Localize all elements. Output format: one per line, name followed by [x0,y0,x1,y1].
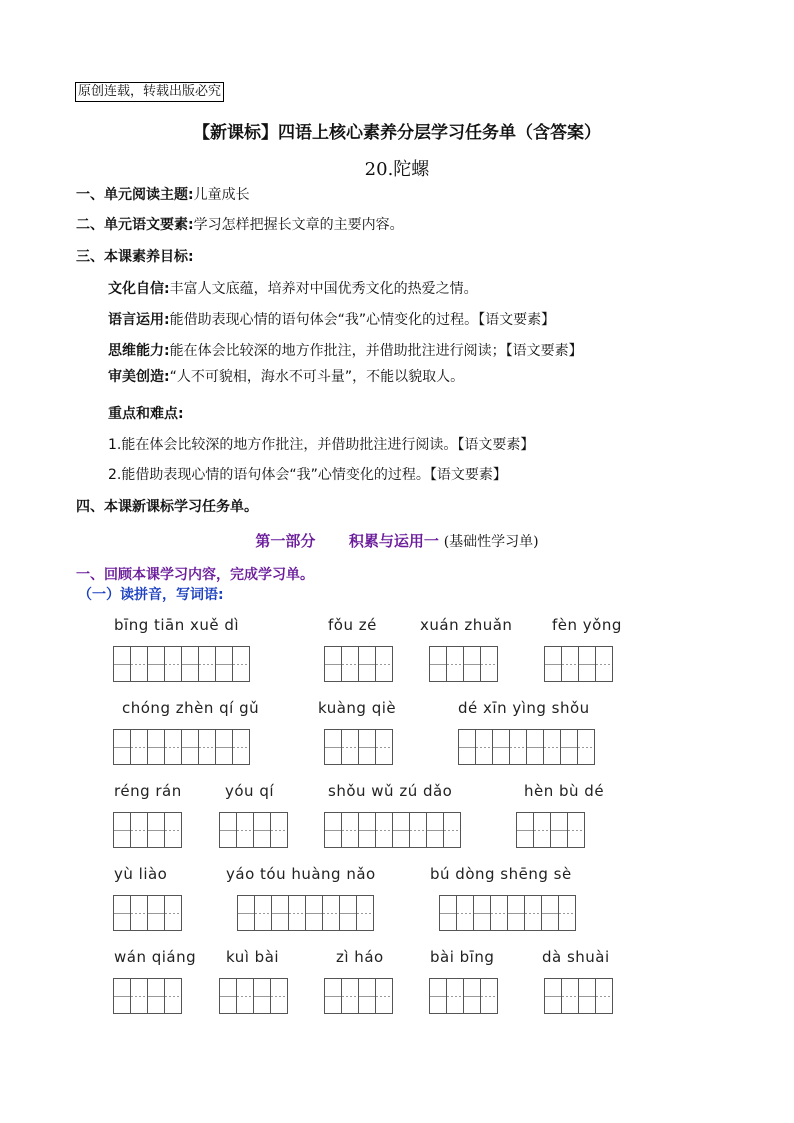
grid-cell[interactable] [429,978,447,1014]
grid-cell[interactable] [375,812,393,848]
grid-cell[interactable] [358,729,376,765]
pinyin-label: zì háo [336,948,384,966]
grid-cell[interactable] [544,978,562,1014]
grid-cell[interactable] [475,729,493,765]
goal-culture-value: 丰富人文底蕴，培养对中国优秀文化的热爱之情。 [169,281,478,297]
writing-grid[interactable] [113,978,182,1014]
exercise-heading: 一、回顾本课学习内容，完成学习单。 [76,567,314,583]
section-part: 第一部分 [255,532,316,550]
grid-cell[interactable] [198,646,216,682]
copyright-notice: 原创连载，转载出版必究 [75,82,224,102]
page-title: 【新课标】四语上核心素养分层学习任务单（含答案） [193,123,601,143]
grid-cell[interactable] [358,978,376,1014]
grid-cell[interactable] [232,646,250,682]
writing-grid[interactable] [113,729,250,765]
writing-grid[interactable] [324,646,393,682]
grid-cell[interactable] [237,895,255,931]
grid-cell[interactable] [550,812,568,848]
grid-cell[interactable] [164,895,182,931]
grid-cell[interactable] [215,646,233,682]
grid-cell[interactable] [577,729,595,765]
grid-cell[interactable] [113,812,131,848]
goal-thinking [108,340,583,360]
grid-cell[interactable] [480,646,498,682]
grid-cell[interactable] [324,729,342,765]
writing-grid[interactable] [429,978,498,1014]
key-point-1: 1.能在体会比较深的地方作批注，并借助批注进行阅读。【语文要素】 [108,437,535,453]
pinyin-label: bú dòng shēng sè [430,865,572,883]
writing-grid[interactable] [544,978,613,1014]
grid-cell[interactable] [305,895,323,931]
writing-grid[interactable] [113,895,182,931]
pinyin-label: kuì bài [226,948,280,966]
goals-heading: 三、本课素养目标: [76,249,194,265]
goal-language-label: 语言运用: [108,312,170,328]
writing-grid[interactable] [458,729,595,765]
grid-cell[interactable] [356,895,374,931]
unit-theme-value: 儿童成长 [193,187,250,203]
grid-cell[interactable] [595,978,613,1014]
writing-grid[interactable] [324,812,461,848]
grid-cell[interactable] [236,812,254,848]
goal-thinking-value: 能在体会比较深的地方作批注，并借助批注进行阅读；【语文要素】 [169,343,583,359]
grid-cell[interactable] [324,646,342,682]
grid-cell[interactable] [341,812,359,848]
grid-cell[interactable] [490,895,508,931]
writing-grid[interactable] [544,646,613,682]
goal-culture [108,278,478,298]
unit-language-value: 学习怎样把握长文章的主要内容。 [193,217,404,233]
grid-cell[interactable] [446,978,464,1014]
writing-grid[interactable] [439,895,576,931]
grid-cell[interactable] [341,729,359,765]
grid-cell[interactable] [578,978,596,1014]
grid-cell[interactable] [181,729,199,765]
grid-cell[interactable] [558,895,576,931]
pinyin-label: wán qiáng [114,948,197,966]
grid-cell[interactable] [164,978,182,1014]
grid-cell[interactable] [358,812,376,848]
section-note: (基础性学习单) [443,534,539,550]
grid-cell[interactable] [375,978,393,1014]
grid-cell[interactable] [164,812,182,848]
goal-aesthetic [108,366,464,386]
grid-cell[interactable] [130,729,148,765]
unit-language-label: 二、单元语文要素: [76,217,194,233]
pinyin-label: yáo tóu huàng nǎo [226,865,376,883]
grid-cell[interactable] [130,646,148,682]
grid-cell[interactable] [567,812,585,848]
writing-grid[interactable] [324,978,393,1014]
unit-theme [76,184,250,204]
lesson-title: 20.陀螺 [364,159,430,180]
grid-cell[interactable] [526,729,544,765]
pinyin-label: xuán zhuǎn [420,616,513,634]
grid-cell[interactable] [456,895,474,931]
grid-cell[interactable] [270,978,288,1014]
grid-cell[interactable] [130,895,148,931]
grid-cell[interactable] [322,895,340,931]
unit-theme-label: 一、单元阅读主题: [76,187,194,203]
goal-language [108,309,555,329]
grid-cell[interactable] [463,646,481,682]
grid-cell[interactable] [426,812,444,848]
pinyin-label: chóng zhèn qí gǔ [122,699,260,717]
grid-cell[interactable] [509,729,527,765]
grid-cell[interactable] [236,978,254,1014]
grid-cell[interactable] [130,978,148,1014]
grid-cell[interactable] [164,729,182,765]
writing-grid[interactable] [324,729,393,765]
grid-cell[interactable] [288,895,306,931]
writing-grid[interactable] [429,646,498,682]
grid-cell[interactable] [130,812,148,848]
goal-language-value: 能借助表现心情的语句体会“我”心情变化的过程。【语文要素】 [169,312,556,328]
grid-cell[interactable] [254,895,272,931]
grid-cell[interactable] [324,978,342,1014]
tasks-heading: 四、本课新课标学习任务单。 [76,499,258,515]
grid-cell[interactable] [181,646,199,682]
goal-aesthetic-label: 审美创造: [108,369,170,385]
grid-cell[interactable] [147,646,165,682]
grid-cell[interactable] [253,978,271,1014]
pinyin-label: hèn bù dé [524,782,605,800]
grid-cell[interactable] [113,646,131,682]
grid-cell[interactable] [113,729,131,765]
grid-cell[interactable] [507,895,525,931]
grid-cell[interactable] [358,646,376,682]
grid-cell[interactable] [113,895,131,931]
grid-cell[interactable] [375,646,393,682]
grid-cell[interactable] [147,729,165,765]
grid-cell[interactable] [541,895,559,931]
pinyin-label: réng rán [114,782,182,800]
pinyin-label: fèn yǒng [552,616,622,634]
grid-cell[interactable] [219,812,237,848]
grid-cell[interactable] [147,978,165,1014]
pinyin-label: dé xīn yìng shǒu [458,699,590,717]
writing-grid[interactable] [113,812,182,848]
grid-cell[interactable] [492,729,510,765]
grid-cell[interactable] [595,646,613,682]
section-title [0,530,794,551]
writing-grid[interactable] [237,895,374,931]
grid-cell[interactable] [253,812,271,848]
grid-cell[interactable] [375,729,393,765]
grid-cell[interactable] [560,729,578,765]
grid-cell[interactable] [524,895,542,931]
goal-thinking-label: 思维能力: [108,343,170,359]
grid-cell[interactable] [164,646,182,682]
unit-language [76,214,404,234]
grid-cell[interactable] [147,812,165,848]
grid-cell[interactable] [341,978,359,1014]
pinyin-label: fǒu zé [328,616,377,634]
grid-cell[interactable] [198,729,216,765]
grid-cell[interactable] [458,729,476,765]
writing-grid[interactable] [516,812,585,848]
grid-cell[interactable] [232,729,250,765]
grid-cell[interactable] [473,895,491,931]
key-points-heading: 重点和难点: [108,406,184,422]
grid-cell[interactable] [392,812,410,848]
grid-cell[interactable] [324,812,342,848]
writing-grid[interactable] [219,978,288,1014]
pinyin-label: dà shuài [542,948,610,966]
grid-cell[interactable] [439,895,457,931]
goal-aesthetic-value: “人不可貌相，海水不可斗量”，不能以貌取人。 [169,369,465,385]
goal-culture-label: 文化自信: [108,281,170,297]
grid-cell[interactable] [443,812,461,848]
grid-cell[interactable] [113,978,131,1014]
grid-cell[interactable] [341,646,359,682]
pinyin-label: bài bīng [430,948,495,966]
grid-cell[interactable] [215,729,233,765]
grid-cell[interactable] [446,646,464,682]
key-point-2: 2.能借助表现心情的语句体会“我”心情变化的过程。【语文要素】 [108,467,507,483]
grid-cell[interactable] [147,895,165,931]
grid-cell[interactable] [480,978,498,1014]
grid-cell[interactable] [270,812,288,848]
grid-cell[interactable] [533,812,551,848]
section-name: 积累与运用一 [348,532,439,550]
grid-cell[interactable] [409,812,427,848]
writing-grid[interactable] [219,812,288,848]
grid-cell[interactable] [339,895,357,931]
grid-cell[interactable] [544,646,562,682]
pinyin-label: yóu qí [225,782,275,800]
grid-cell[interactable] [463,978,481,1014]
grid-cell[interactable] [578,646,596,682]
grid-cell[interactable] [561,646,579,682]
pinyin-label: bīng tiān xuě dì [114,616,240,634]
grid-cell[interactable] [561,978,579,1014]
grid-cell[interactable] [429,646,447,682]
pinyin-label: shǒu wǔ zú dǎo [328,782,453,800]
pinyin-label: yù liào [114,865,168,883]
pinyin-label: kuàng qiè [318,699,397,717]
grid-cell[interactable] [516,812,534,848]
grid-cell[interactable] [543,729,561,765]
grid-cell[interactable] [271,895,289,931]
grid-cell[interactable] [219,978,237,1014]
exercise-subheading: （一）读拼音，写词语: [78,587,224,603]
writing-grid[interactable] [113,646,250,682]
